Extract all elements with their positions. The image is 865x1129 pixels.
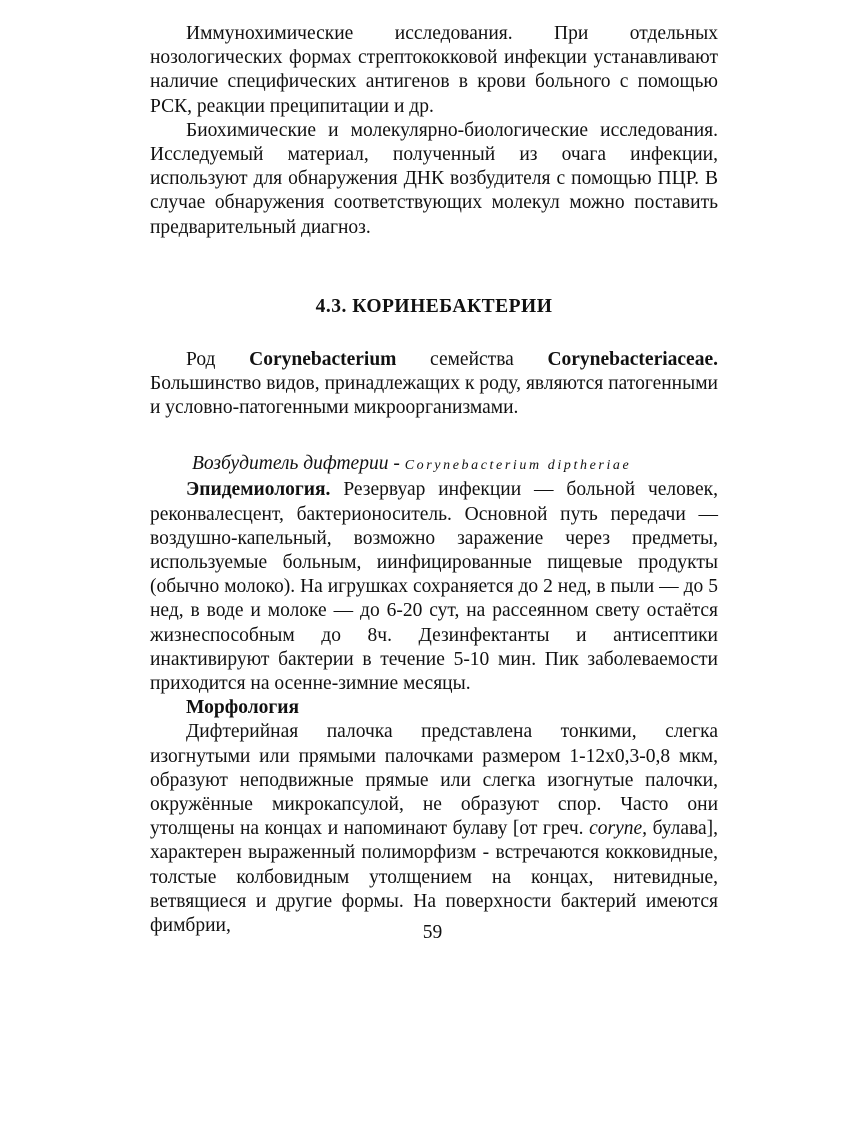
intro-suffix: Большинство видов, принадлежащих к роду, являются патогенными и условно-патогенными микроорганизмами.	[150, 373, 718, 419]
genus-name: Corynebacterium	[249, 348, 397, 370]
morphology-heading: Морфология	[186, 697, 300, 719]
page-body	[150, 22, 718, 938]
paragraph-immunochemical: Иммунохимические исследования. При отдельных нозологических формах стрептококковой инфекции устанавливают наличие специфических антигенов в крови больного с помощью РСК, реакции преципитации и др.	[150, 23, 718, 117]
morphology-text-after: булава], характерен выраженный полиморфизм - встречаются кокковидные, толстые колбовидным утолщением на концах, нитевидные, ветвящиеся и другие формы. На поверхности бактерий имеются фимбрии,	[150, 818, 718, 937]
paragraph-epidemiology	[150, 478, 718, 696]
pathogen-label: Возбудитель дифтерии -	[192, 453, 405, 475]
intro-prefix: Род	[186, 348, 250, 370]
page-number: 59	[422, 922, 443, 943]
paragraph-genus-intro	[150, 348, 718, 421]
family-name: Corynebacteriaceae.	[547, 348, 718, 370]
section-heading: 4.3. КОРИНЕБАКТЕРИИ	[315, 295, 553, 317]
epidemiology-text: Резервуар инфекции — больной человек, реконвалесцент, бактерионоситель. Основной путь передачи — воздушно-капельный, возможно заражение через предметы, используемые больным, иинфицированные пищевые продукты (обычно молоко). На игрушках сохраняется до 2 нед, в пыли — до 5 нед, в воде и молоке — до 6-20 сут, на рассеянном свету остаётся жизнеспособным до 8ч. Дезинфектанты и антисептики инактивируют бактерии в течение 5-10 мин. Пик заболеваемости приходится на осенне-зимние месяцы.	[150, 479, 718, 695]
epidemiology-label: Эпидемиология.	[186, 479, 331, 501]
paragraph-biochemical: Биохимические и молекулярно-биологические исследования. Исследуемый материал, полученный из очага инфекции, используют для обнаружения ДНК возбудителя с помощью ПЦР. В случае обнаружения соответствующих молекул можно поставить предварительный диагноз.	[150, 119, 718, 238]
morphology-text-before: Дифтерийная палочка представлена тонкими, слегка изогнутыми или прямыми палочками размером 1-12х0,3-0,8 мкм, образуют неподвижные прямые или слегка изогнутые палочки, окружённые микрокапсулой, не образуют спор. Часто они утолщены на концах и напоминают булаву [от греч.	[150, 721, 718, 840]
pathogen-title	[150, 452, 718, 478]
pathogen-latin-name: Corynebacterium diptheriae	[404, 458, 632, 474]
intro-mid: семейства	[396, 348, 548, 370]
greek-word: coryne,	[589, 818, 648, 840]
paragraph-morphology	[150, 720, 718, 938]
